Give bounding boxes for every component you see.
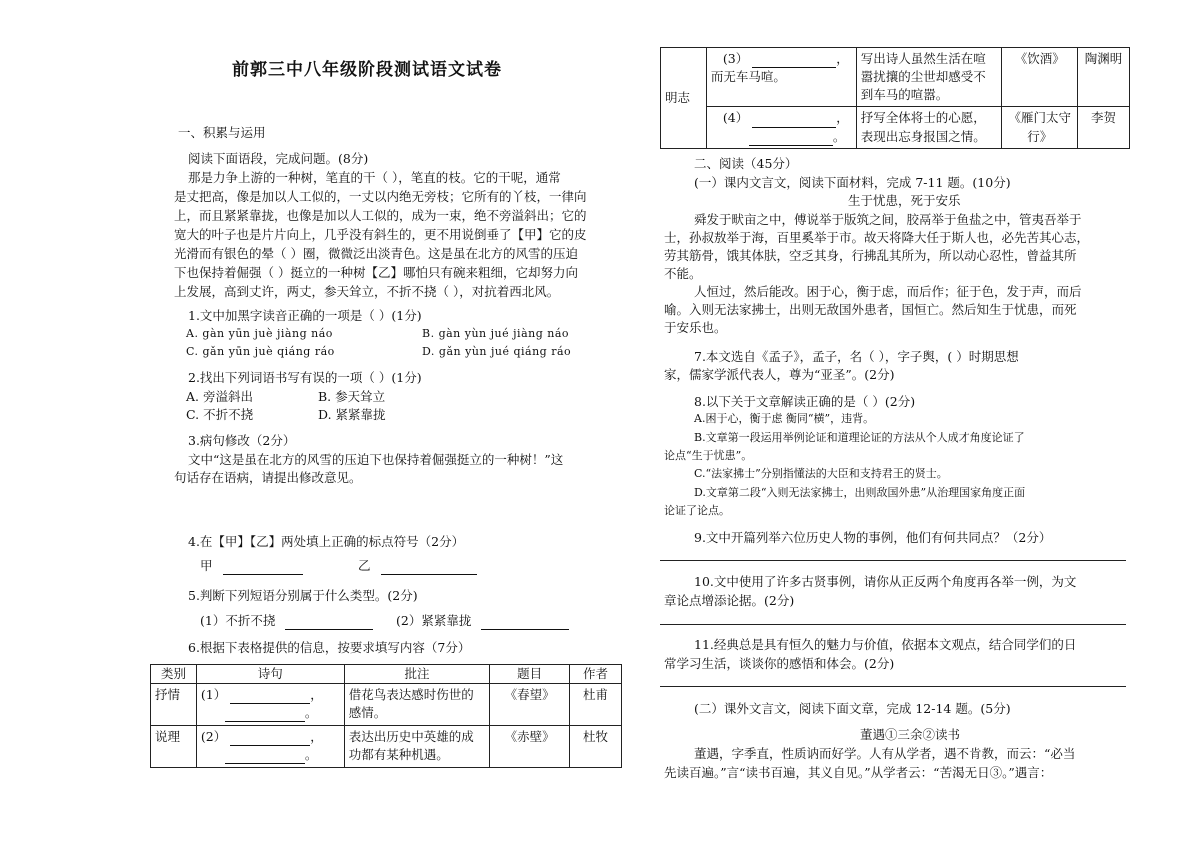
question-1: 1.文中加黑字读音正确的一项是（ ）(1分)	[188, 308, 422, 323]
q2-option-d: D. 紧紧靠拢	[318, 407, 386, 422]
q4-yi-label: 乙	[358, 557, 477, 575]
table-row	[151, 684, 622, 726]
q1-option-d: D. gǎn yùn jué qiáng ráo	[422, 345, 572, 358]
q1-option-c: C. gǎn yūn juè qiáng ráo	[186, 345, 335, 358]
passage-line: 是丈把高，像是加以人工似的，一丈以内绝无旁枝；它所有的丫枝，一律向	[174, 189, 587, 204]
q5-blank-1[interactable]	[285, 629, 373, 630]
text-1-title: 生于忧患，死于安乐	[848, 193, 961, 208]
passage-line: 那是力争上游的一种树，笔直的干（ ），笔直的枝。它的干呢，通常	[188, 170, 561, 185]
q8-option-c: C.“法家拂士”分别指懂法的大臣和支持君王的贤士。	[694, 467, 948, 480]
q5-item-1: (1）不折不挠	[200, 612, 373, 630]
question-7-cont: 家，儒家学派代表人，尊为“亚圣”。(2分)	[664, 367, 895, 382]
q1-option-b: B. gàn yùn jué jiàng náo	[422, 327, 570, 340]
question-10: 10.文中使用了许多古贤事例，请你从正反两个角度再各举一例，为文	[694, 574, 1077, 589]
poem-table-continued	[660, 47, 1130, 149]
q10-answer-line[interactable]	[660, 624, 1126, 625]
q8-option-b: B.文章第一段运用举例论证和道理论证的方法从个人成才角度论证了	[694, 431, 1025, 444]
q3-text-line: 文中“这是虽在北方的风雪的压迫下也保持着倔强挺立的一种树！”这	[188, 452, 564, 467]
question-10-cont: 章论点增添论据。(2分)	[664, 593, 795, 608]
question-5: 5.判断下列短语分别属于什么类型。(2分)	[188, 588, 418, 603]
q8-option-d: D.文章第二段“入则无法家拂士，出则敌国外患”从治理国家角度正面	[694, 486, 1026, 499]
cell-note: 抒写全体将士的心愿，表现出忘身报国之情。	[856, 107, 1002, 148]
text-2-line: 董遇，字季直，性质讷而好学。人有从学者，遇不肯教，而云：“必当	[694, 746, 1076, 761]
header-author: 作者	[570, 665, 622, 684]
cell-author: 杜牧	[570, 726, 622, 768]
text-2-line: 先读百遍。”言“读书百遍，其义自见。”从学者云：“苦渴无日③。”遇言：	[664, 765, 1053, 780]
question-11-cont: 常学习生活，谈谈你的感悟和体会。(2分)	[664, 656, 895, 671]
q2-option-c: C. 不折不挠	[186, 407, 254, 422]
q4-jia-blank[interactable]	[223, 574, 303, 575]
question-6: 6.根据下表格提供的信息，按要求填写内容（7分）	[188, 640, 471, 655]
q8-option-d-cont: 论证了论点。	[664, 504, 730, 517]
cell-poem-line: (1） ， 。	[196, 684, 344, 726]
passage-line: 上发展，高到丈许，两丈，参天耸立，不折不挠（ ），对抗着西北风。	[174, 284, 560, 299]
cell-note: 表达出历史中英雄的成功都有某种机遇。	[344, 726, 490, 768]
question-2: 2.找出下列词语书写有误的一项（ ）(1分)	[188, 370, 422, 385]
table-row	[661, 107, 1130, 148]
passage-intro: 阅读下面语段，完成问题。(8分)	[188, 151, 369, 166]
cell-category: 说理	[151, 726, 197, 768]
cell-note: 借花鸟表达感时伤世的感情。	[344, 684, 490, 726]
header-note: 批注	[344, 665, 490, 684]
subsection-2-heading: (二）课外文言文，阅读下面文章，完成 12-14 题。(5分)	[694, 701, 1011, 716]
q4-yi-blank[interactable]	[381, 574, 477, 575]
cell-author: 李贺	[1078, 107, 1130, 148]
q2-option-a: A. 旁溢斜出	[186, 389, 253, 404]
cell-note: 写出诗人虽然生活在喧嚣扰攘的尘世却感受不到车马的喧嚣。	[856, 48, 1002, 107]
question-8: 8.以下关于文章解读正确的是（ ）(2分)	[694, 394, 916, 409]
cell-poem-line: (2） ， 。	[196, 726, 344, 768]
text-line: 不能。	[664, 266, 702, 281]
cell-category: 抒情	[151, 684, 197, 726]
cell-author: 杜甫	[570, 684, 622, 726]
table-row	[151, 726, 622, 768]
q1-option-a: A. gàn yūn juè jiàng náo	[186, 327, 333, 340]
passage-line: 上，而且紧紧靠拢，也像是加以人工似的，成为一束，绝不旁溢斜出；它的	[174, 208, 587, 223]
cell-title: 《赤壁》	[490, 726, 570, 768]
question-3: 3.病句修改（2分）	[188, 433, 296, 448]
cell-category: 明志	[661, 48, 707, 149]
question-9: 9.文中开篇列举六位历史人物的事例，他们有何共同点？（2分）	[694, 530, 1052, 545]
q5-blank-2[interactable]	[481, 629, 569, 630]
cell-poem-line: (3） ， 而无车马喧。	[706, 48, 856, 107]
text-line: 喻。入则无法家拂士，出则无敌国外患者，国恒亡。然后知生于忧患，而死	[664, 302, 1077, 317]
poem-table	[150, 664, 622, 768]
table-header-row	[151, 665, 622, 684]
passage-line: 宽大的叶子也是片片向上，几乎没有斜生的，更不用说倒垂了【甲】它的皮	[174, 227, 587, 242]
question-4: 4.在【甲】【乙】两处填上正确的标点符号（2分）	[188, 534, 465, 549]
header-poem-line: 诗句	[196, 665, 344, 684]
cell-title: 《雁门太守行》	[1002, 107, 1078, 148]
q11-answer-line[interactable]	[660, 686, 1126, 687]
cell-title: 《春望》	[490, 684, 570, 726]
question-11: 11.经典总是具有恒久的魅力与价值，依据本文观点，结合同学们的日	[694, 637, 1077, 652]
poem-blank[interactable]	[749, 145, 833, 146]
text-line: 于安乐也。	[664, 320, 727, 335]
q2-option-b: B. 参天耸立	[318, 389, 386, 404]
header-title: 题目	[490, 665, 570, 684]
text-line: 人恒过，然后能改。困于心，衡于虑，而后作；征于色，发于声，而后	[694, 284, 1082, 299]
text-line: 舜发于畎亩之中，傅说举于版筑之间，胶鬲举于鱼盐之中，管夷吾举于	[694, 212, 1082, 227]
passage-line: 下也保持着倔强（ ）挺立的一种树【乙】哪怕只有碗来粗细，它却努力向	[174, 265, 578, 280]
q9-answer-line[interactable]	[660, 560, 1126, 561]
text-line: 士，孙叔敖举于海，百里奚举于市。故天将降大任于斯人也，必先苦其心志，	[664, 230, 1090, 245]
q8-option-a: A.困于心，衡于虑 衡同“横”，违背。	[694, 412, 875, 425]
text-line: 劳其筋骨，饿其体肤，空乏其身，行拂乱其所为，所以动心忍性，曾益其所	[664, 248, 1077, 263]
section-2-heading: 二、阅读（45分）	[694, 156, 798, 171]
q4-jia-label: 甲	[200, 557, 303, 575]
q3-text-line: 句话存在语病，请提出修改意见。	[174, 470, 362, 485]
poem-blank[interactable]	[225, 721, 305, 722]
table-row	[661, 48, 1130, 107]
header-category: 类别	[151, 665, 197, 684]
page-title: 前郭三中八年级阶段测试语文试卷	[232, 60, 502, 80]
poem-blank[interactable]	[225, 763, 305, 764]
passage-line: 光滑而有银色的晕（ ）圈，微微泛出淡青色。这是虽在北方的风雪的压迫	[174, 246, 578, 261]
subsection-1-heading: (一）课内文言文，阅读下面材料，完成 7-11 题。(10分)	[694, 175, 1011, 190]
cell-title: 《饮酒》	[1002, 48, 1078, 107]
q8-option-b-cont: 论点“生于忧患”。	[664, 449, 753, 462]
cell-author: 陶渊明	[1078, 48, 1130, 107]
q5-item-2: (2）紧紧靠拢	[396, 612, 569, 630]
question-7: 7.本文选自《孟子》，孟子，名（ ），字子舆，( ）时期思想	[694, 349, 1019, 364]
text-2-title: 董遇①三余②读书	[860, 727, 961, 742]
cell-poem-line: (4） ， 。	[706, 107, 856, 148]
section-1-heading: 一、积累与运用	[178, 125, 266, 140]
